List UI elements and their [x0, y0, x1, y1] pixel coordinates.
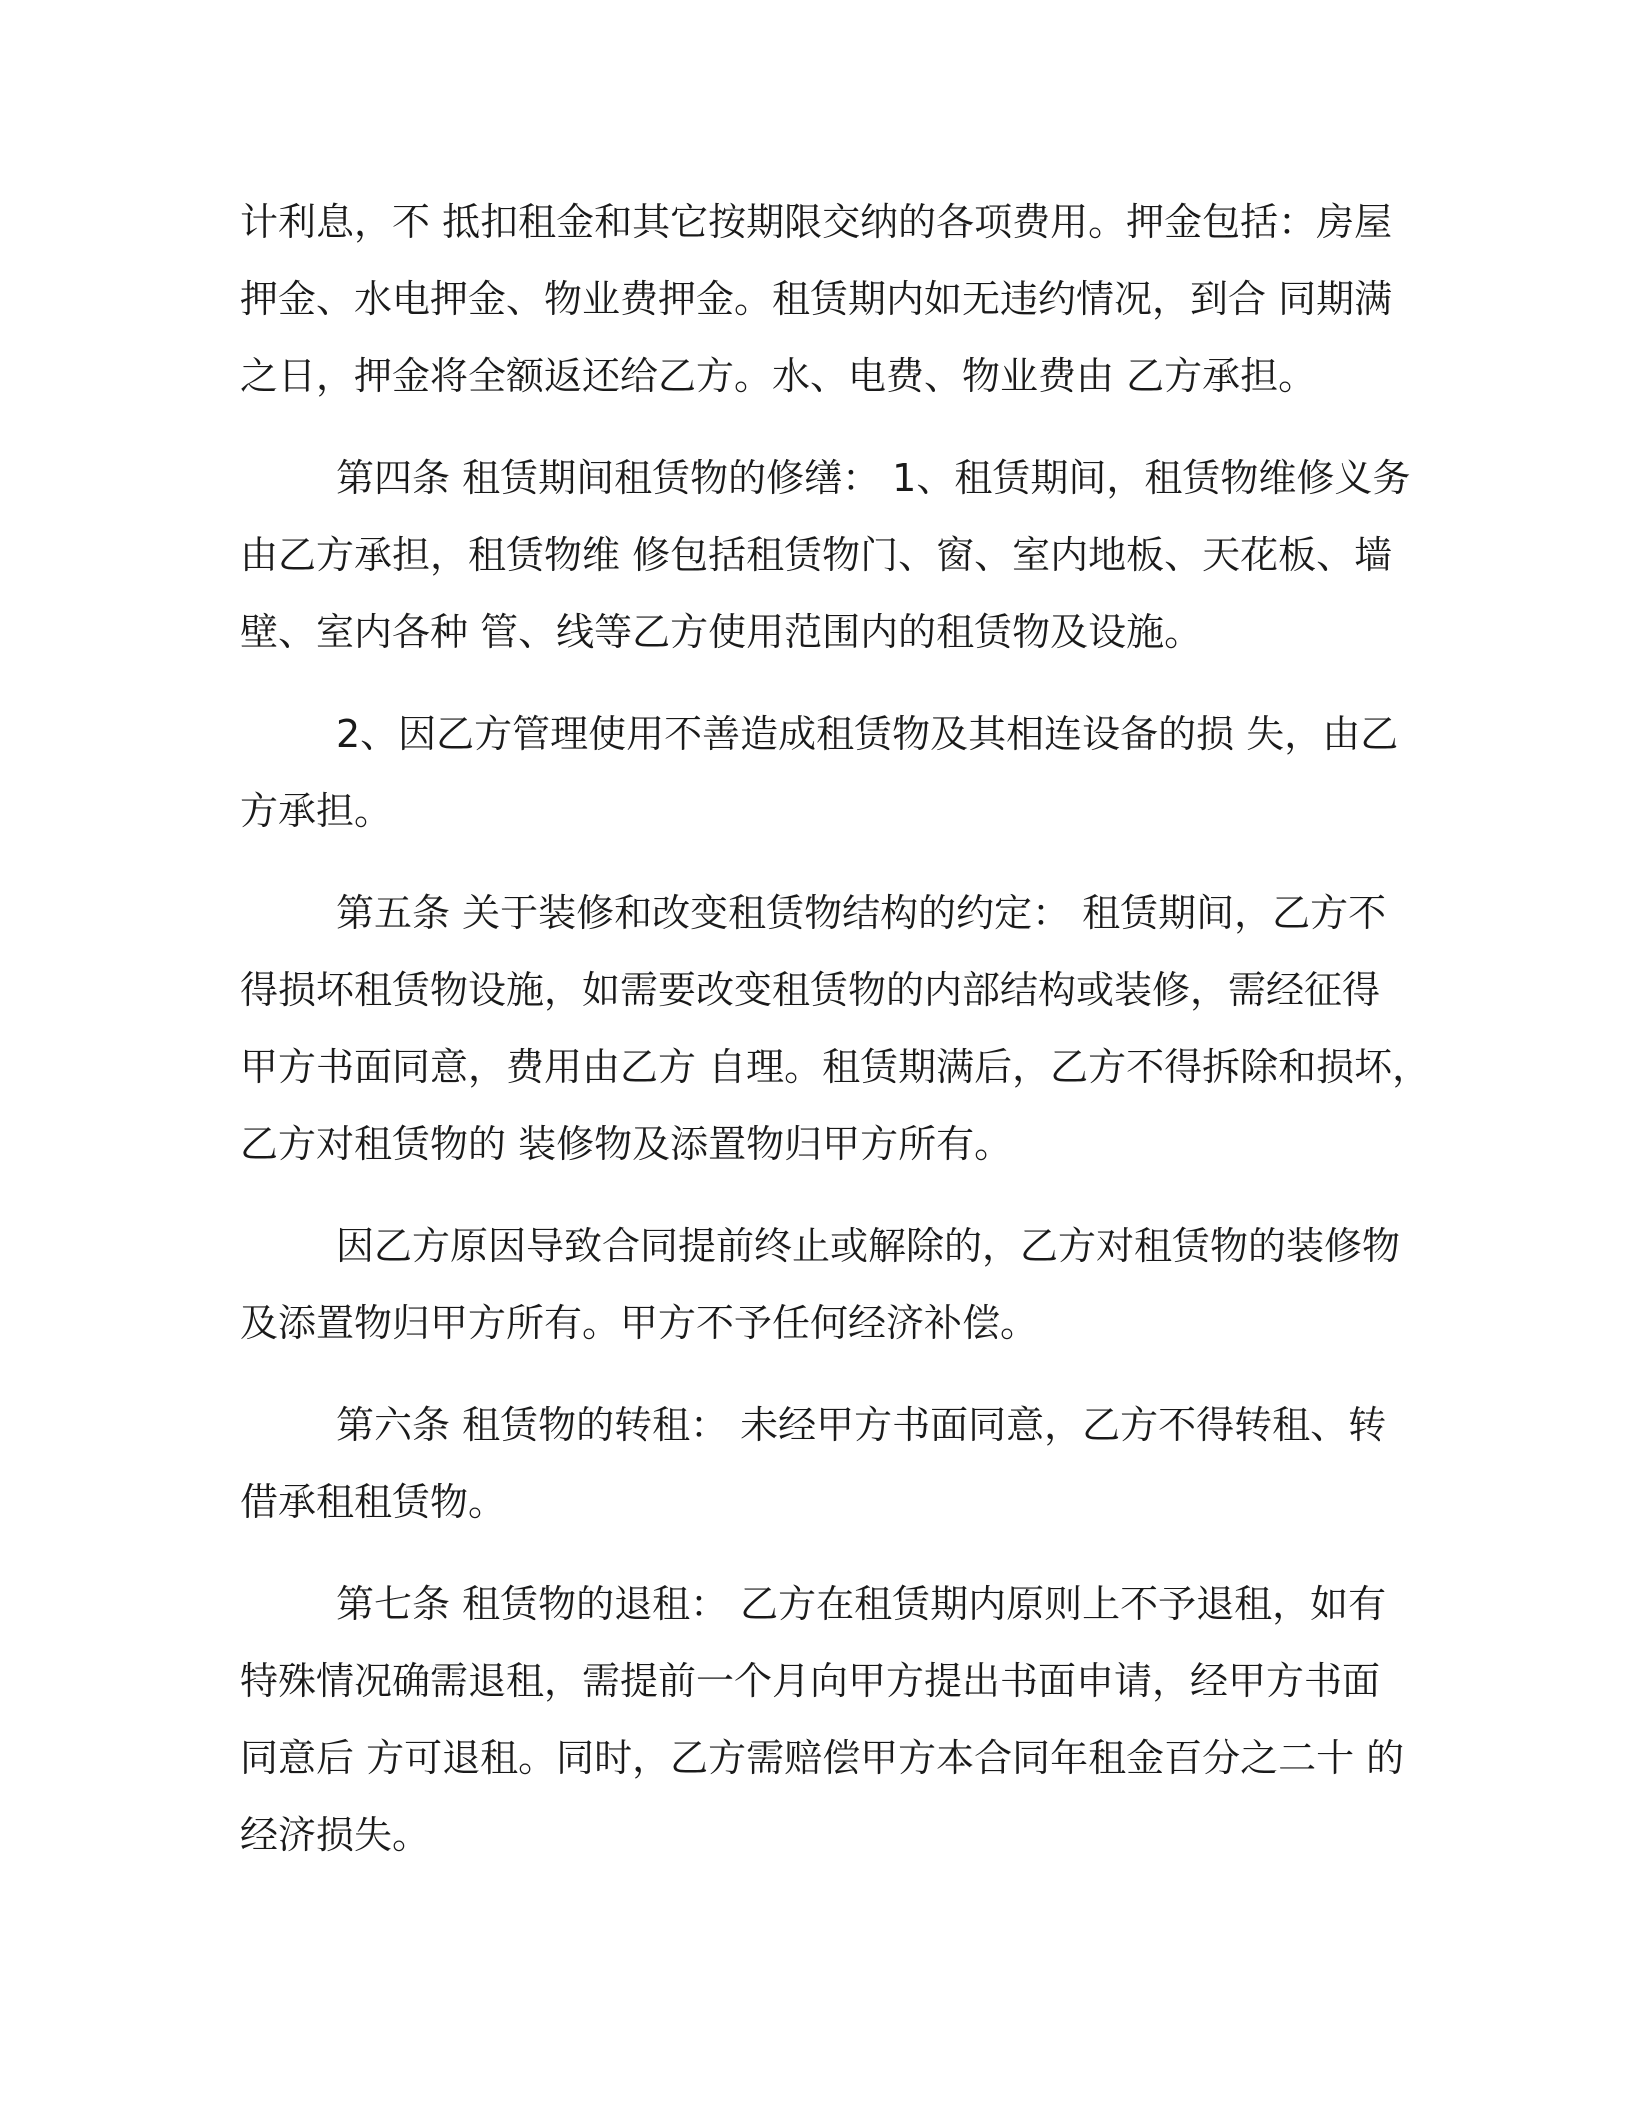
paragraph-article-4 — [240, 440, 1411, 671]
text-line: 计利息，不 抵扣租金和其它按期限交纳的各项费用。押金包括：房屋 — [240, 200, 1393, 244]
text-line: 方承担。 — [240, 789, 393, 833]
text-line: 2、因乙方管理使用不善造成租赁物及其相连设备的损 失，由乙 — [336, 712, 1399, 756]
text-line: 乙方对租赁物的 装修物及添置物归甲方所有。 — [240, 1122, 1013, 1166]
document-body — [240, 184, 1431, 1899]
text-line: 特殊情况确需退租，需提前一个月向甲方提出书面申请，经甲方书面 — [240, 1659, 1381, 1703]
text-line: 之日，押金将全额返还给乙方。水、电费、物业费由 乙方承担。 — [240, 354, 1317, 398]
text-line: 同意后 方可退租。同时，乙方需赔偿甲方本合同年租金百分之二十 的 — [240, 1736, 1405, 1780]
paragraph-article-7 — [240, 1566, 1405, 1874]
text-line: 由乙方承担，租赁物维 修包括租赁物门、窗、室内地板、天花板、墙 — [240, 533, 1393, 577]
text-line: 因乙方原因导致合同提前终止或解除的，乙方对租赁物的装修物 — [336, 1224, 1401, 1268]
paragraph-early-termination — [240, 1208, 1400, 1362]
text-line: 及添置物归甲方所有。甲方不予任何经济补偿。 — [240, 1301, 1039, 1345]
paragraph-article-5 — [240, 875, 1431, 1183]
text-line: 第六条 租赁物的转租： 未经甲方书面同意，乙方不得转租、转 — [336, 1403, 1387, 1447]
text-line: 借承租租赁物。 — [240, 1480, 507, 1524]
text-line: 第七条 租赁物的退租： 乙方在租赁期内原则上不予退租，如有 — [336, 1582, 1387, 1626]
text-line: 第四条 租赁期间租赁物的修缮： 1、租赁期间，租赁物维修义务 — [336, 456, 1411, 500]
text-line: 第五条 关于装修和改变租赁物结构的约定： 租赁期间，乙方不 — [336, 891, 1387, 935]
text-line: 得损坏租赁物设施，如需要改变租赁物的内部结构或装修，需经征得 — [240, 968, 1381, 1012]
text-line: 经济损失。 — [240, 1813, 431, 1857]
text-line: 押金、水电押金、物业费押金。租赁期内如无违约情况，到合 同期满 — [240, 277, 1393, 321]
paragraph-article-6 — [240, 1387, 1400, 1541]
paragraph-article-4-item-2 — [240, 696, 1400, 850]
text-line: 壁、室内各种 管、线等乙方使用范围内的租赁物及设施。 — [240, 610, 1203, 654]
text-line: 甲方书面同意，费用由乙方 自理。租赁期满后，乙方不得拆除和损坏， — [240, 1045, 1431, 1089]
paragraph-deposit — [240, 184, 1400, 415]
